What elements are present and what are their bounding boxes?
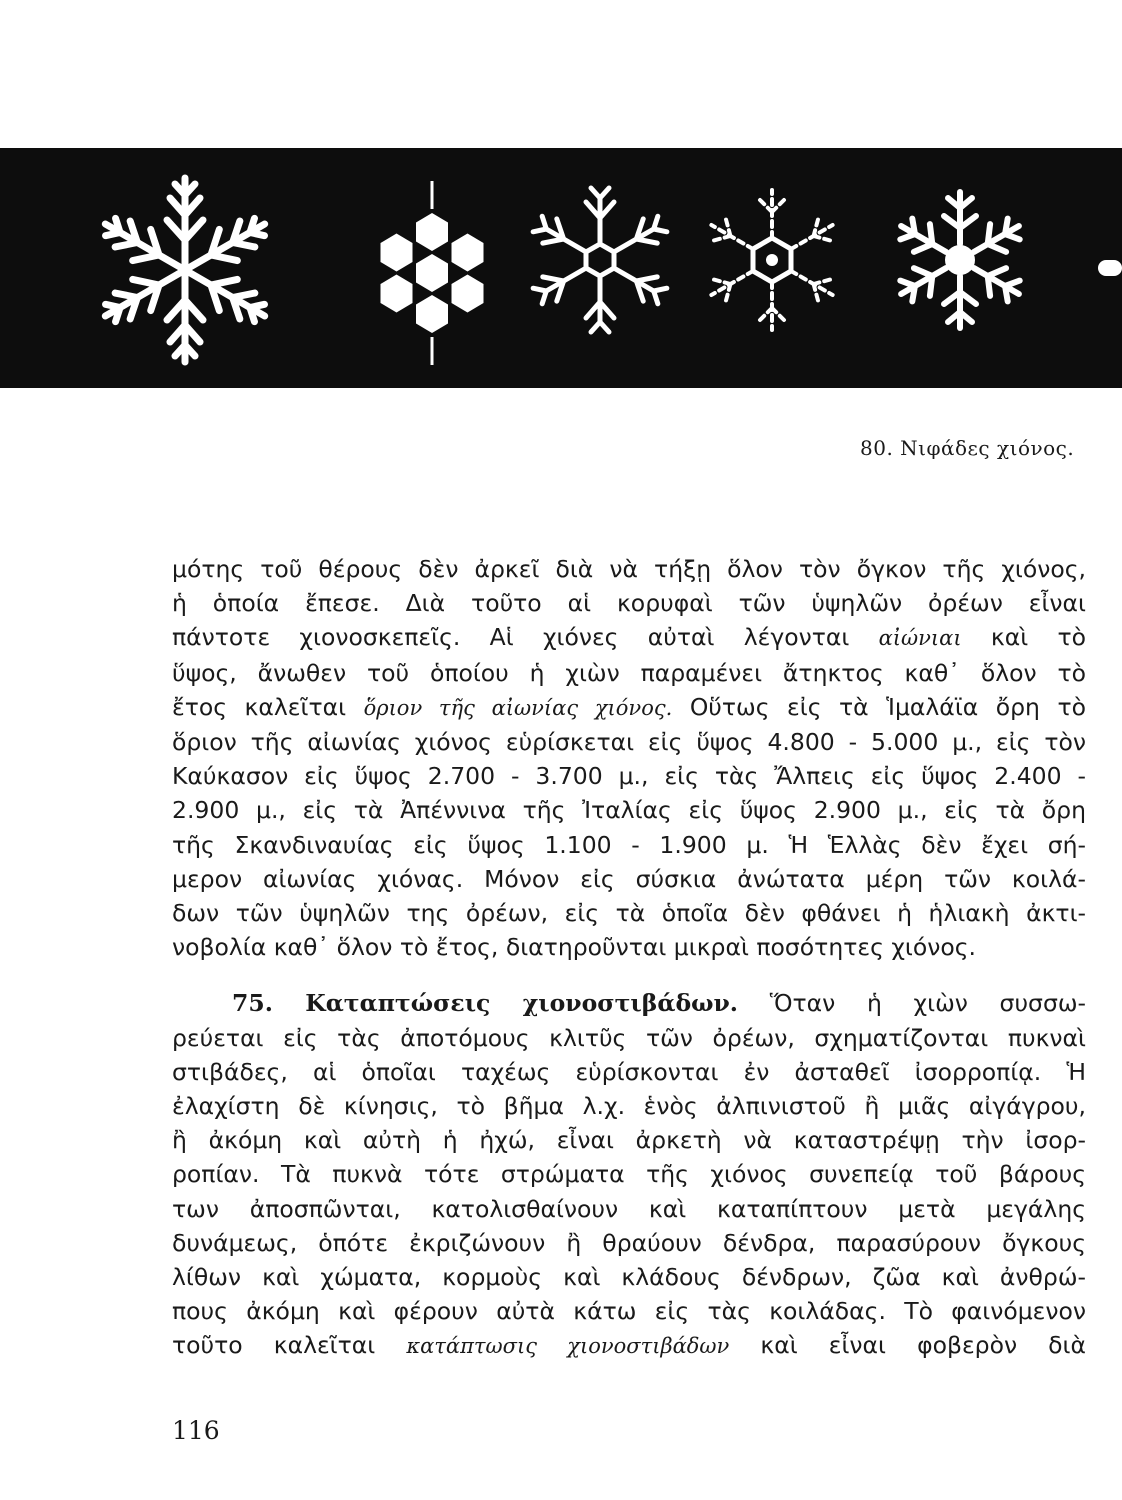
body-text [172, 552, 1086, 1364]
text-line: ρεύεται εἰς τὰς ἀποτόμους κλιτῦς τῶν ὀρέων, σχηματίζονται πυκναὶ [172, 1023, 1086, 1052]
figure-caption: 80. Νιφάδες χιόνος. [860, 436, 1075, 460]
snowflake-4 [705, 190, 838, 330]
snowflakes-illustration [0, 148, 1122, 388]
text-span: ἔτος καλεῖται [172, 692, 347, 721]
text-line [172, 620, 1086, 655]
page-number: 116 [172, 1416, 220, 1445]
text-line: δυνάμεως, ὁπότε ἐκριζώνουν ἢ θραύουν δένδρα, παρασύρουν ὄγκους [172, 1228, 1086, 1257]
text-line: τῆς Σκανδιναυίας εἰς ὕψος 1.100 - 1.900 μ. Ἡ Ἑλλὰς δὲν ἔχει σή- [172, 830, 1086, 859]
snowflake-1 [96, 178, 273, 362]
text-line [172, 986, 1086, 1020]
text-line: πους ἀκόμη καὶ φέρουν αὐτὰ κάτω εἰς τὰς κοιλάδας. Τὸ φαινόμενον [172, 1297, 1086, 1326]
text-line: λίθων καὶ χώματα, κορμοὺς καὶ κλάδους δένδρων, ζῶα καὶ ἀνθρώ- [172, 1263, 1086, 1292]
text-span: καὶ εἶναι φοβερὸν διὰ [760, 1331, 1086, 1360]
text-line: 2.900 μ., εἰς τὰ Ἀπέννινα τῆς Ἰταλίας εἰς ὕψος 2.900 μ., εἰς τὰ ὄρη [172, 796, 1086, 825]
section-75 [172, 986, 1086, 1363]
paragraph-1 [172, 552, 1086, 964]
text-line: στιβάδες, αἱ ὁποῖαι ταχέως εὑρίσκονται ἐν ἀσταθεῖ ἰσορροπίᾳ. Ἡ [172, 1057, 1086, 1086]
italic-term: ὅριον τῆς αἰωνίας χιόνος. [363, 695, 673, 720]
section-heading: 75. Καταπτώσεις χιονοστιβάδων. [232, 989, 738, 1018]
text-line: ἡ ὁποία ἔπεσε. Διὰ τοῦτο αἱ κορυφαὶ τῶν ὑψηλῶν ὀρέων εἶναι [172, 589, 1086, 618]
text-span: τοῦτο καλεῖται [172, 1331, 376, 1360]
text-span: Ὅταν ἡ χιὼν συσσω- [769, 989, 1086, 1018]
text-line: νοβολία καθ᾽ ὅλον τὸ ἔτος, διατηροῦνται μικραὶ ποσότητες χιόνος. [172, 933, 977, 962]
text-line: δων τῶν ὑψηλῶν της ὀρέων, εἰς τὰ ὁποῖα δὲν φθάνει ἡ ἡλιακὴ ἀκτι- [172, 899, 1086, 928]
text-line: Καύκασον εἰς ὕψος 2.700 - 3.700 μ., εἰς τὰς Ἄλπεις εἰς ὕψος 2.400 - [172, 762, 1086, 791]
snowflake-3 [531, 188, 670, 332]
italic-term: αἰώνιαι [878, 626, 962, 651]
text-line: ἐλαχίστη δὲ κίνησις, τὸ βῆμα λ.χ. ἑνὸς ἀλπινιστοῦ ἢ μιᾶς αἰγάγρου, [172, 1092, 1086, 1121]
text-span: πάντοτε χιονοσκεπεῖς. Αἱ χιόνες αὐταὶ λέγονται [172, 623, 850, 652]
text-span: καὶ τὸ [990, 623, 1086, 652]
text-line: ροπίαν. Τὰ πυκνὰ τότε στρώματα τῆς χιόνος συνεπείᾳ τοῦ βάρους [172, 1160, 1086, 1189]
italic-term: κατάπτωσις χιονοστιβάδων [406, 1334, 730, 1359]
text-line: ὅριον τῆς αἰωνίας χιόνος εὑρίσκεται εἰς ὕψος 4.800 - 5.000 μ., εἰς τὸν [172, 728, 1086, 757]
text-line: ἢ ἀκόμη καὶ αὐτὴ ἡ ἠχώ, εἶναι ἀρκετὴ νὰ καταστρέψῃ τὴν ἰσορ- [172, 1126, 1086, 1155]
text-line: των ἀποσπῶνται, κατολισθαίνουν καὶ καταπίπτουν μετὰ μεγάλης [172, 1194, 1086, 1223]
text-line [172, 690, 1086, 725]
text-span: Οὕτως εἰς τὰ Ἱμαλάϊα ὄρη τὸ [689, 692, 1086, 721]
snowflakes-banner [0, 148, 1122, 388]
text-line [172, 1328, 1086, 1363]
text-line: μότης τοῦ θέρους δὲν ἀρκεῖ διὰ νὰ τήξῃ ὅλον τὸν ὄγκον τῆς χιόνος, [172, 555, 1086, 583]
text-line: μερον αἰωνίας χιόνας. Μόνον εἰς σύσκια ἀνώτατα μέρη τῶν κοιλά- [172, 864, 1086, 893]
paragraph-gap [172, 964, 1086, 986]
snowflake-6-partial [1098, 260, 1122, 276]
snowflake-5 [893, 192, 1027, 328]
text-line: ὕψος, ἄνωθεν τοῦ ὁποίου ἡ χιὼν παραμένει ἄτηκτος καθ᾽ ὅλον τὸ [172, 658, 1086, 687]
snowflake-2 [381, 181, 484, 365]
